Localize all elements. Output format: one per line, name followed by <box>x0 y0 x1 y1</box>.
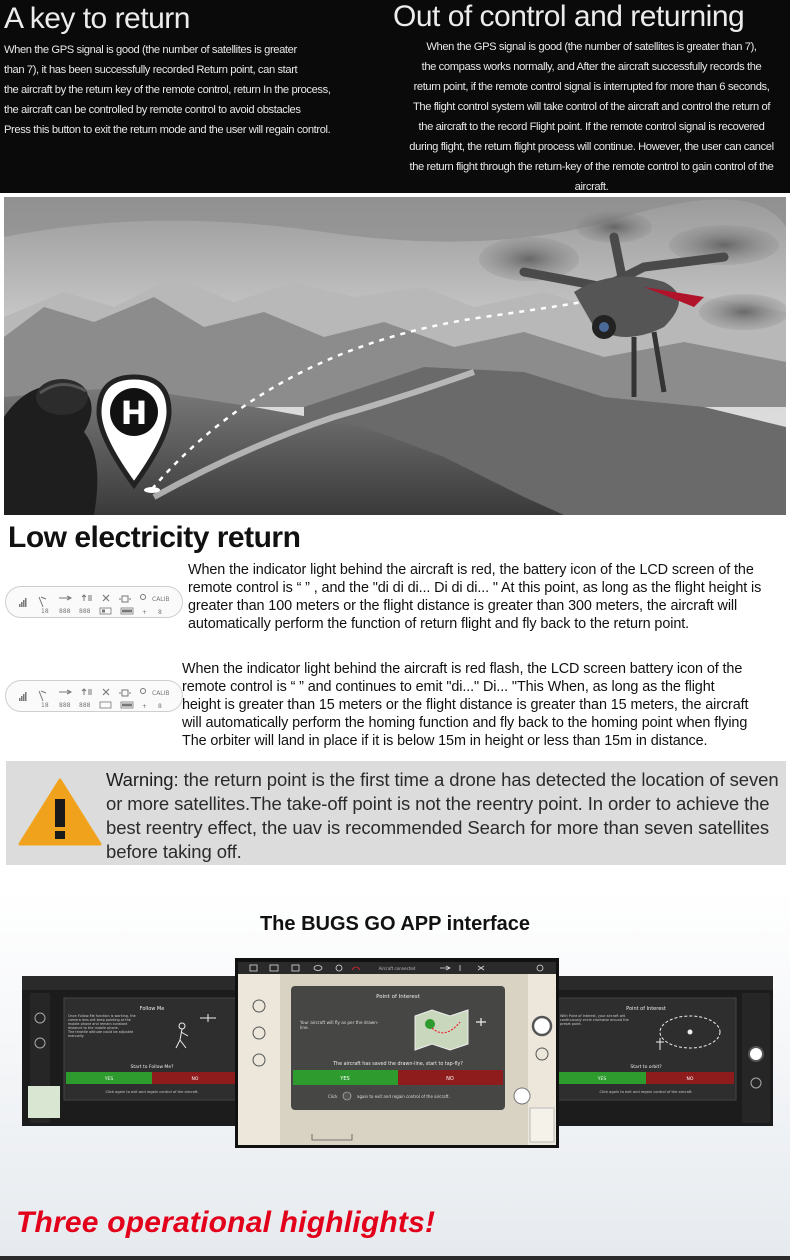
lcd-icons <box>6 681 184 713</box>
lcd-plus-icon: + <box>142 609 148 616</box>
left-body-text: Once Follow-Me function is working, the camera lens will keep pointing at the mobile phone and remain constant distance to the mobile phone. <box>68 1014 136 1030</box>
headless-icon <box>103 595 109 601</box>
home-marker-letter: H <box>120 394 148 432</box>
lcd-digits-a: 18 <box>41 608 49 615</box>
mountain-landscape-photo <box>4 197 786 515</box>
lcd-battery-icon <box>100 702 111 708</box>
warning-body: the return point is the first time a drone has detected the location of seven or more satellites.The take-off point is not the reentry point. In order to achieve the best reentry effect, the uav is recommended Search for more than seven satellites before taking off. <box>106 769 779 862</box>
right-no-label: NO <box>686 1077 694 1082</box>
warning-lead: Warning: <box>106 769 179 790</box>
lcd-digit-d: 8 <box>158 609 162 616</box>
lcd-digits-c: 888 <box>79 608 91 615</box>
right-footer: Click again to exit and regain control of the aircraft. <box>599 1090 693 1094</box>
center-no-label: NO <box>446 1076 454 1082</box>
para2-line: The orbiter will land in place if it is below 15m in height or less than 15m in distance. <box>182 733 708 749</box>
key-return-line: When the GPS signal is good (the number of satellites is greater <box>4 44 297 56</box>
headless-icon <box>103 689 109 695</box>
left-question: Start to Follow Me? <box>130 1065 174 1070</box>
lcd-calib: CALIB <box>152 596 170 603</box>
left-tablet <box>22 976 247 1126</box>
drone-status-icon <box>119 690 131 696</box>
center-yes-label: YES <box>340 1076 350 1082</box>
key-return-line: the aircraft by the return key of the remote control, return In the process, <box>4 84 331 96</box>
center-exit-icon <box>343 1092 351 1100</box>
left-footer: Click again to exit and regain control of the aircraft. <box>105 1090 199 1094</box>
left-yes-label: YES <box>104 1077 114 1082</box>
para2-line: remote control is “ ” and continues to emit "di..." Di... "This When, as long as the flight <box>182 679 715 695</box>
key-return-column <box>4 2 389 140</box>
out-of-control-line: the return flight through the return-key of the remote control to gain control of the <box>409 161 774 173</box>
right-tablet <box>548 976 773 1126</box>
app-screenshots <box>0 958 790 1158</box>
distance-icon <box>59 690 71 694</box>
tap-fly-hand-icon[interactable] <box>514 1088 530 1104</box>
app-interface-section <box>0 888 790 1260</box>
out-of-control-line: return point, if the remote control signal is interrupted for more than 6 seconds, <box>413 81 770 93</box>
satellite-icon <box>39 597 46 607</box>
out-of-control-line: the compass works normally, and After the aircraft successfully records the <box>421 61 762 73</box>
key-return-line: than 7), it has been successfully recorded Return point, can start <box>4 64 298 76</box>
key-return-line: Press this button to exit the return mode and the user will regain control. <box>4 124 331 136</box>
lcd-icons <box>6 587 184 619</box>
warning-triangle-icon <box>18 777 102 847</box>
right-yes-label: YES <box>597 1077 607 1082</box>
warning-box <box>6 761 786 865</box>
lcd-calib: CALIB <box>152 690 170 697</box>
landscape-illustration <box>4 197 786 515</box>
para2-line: When the indicator light behind the aircraft is red flash, the LCD screen battery icon of the <box>182 661 743 677</box>
lcd-battery-icon <box>100 608 111 614</box>
lcd-battery-bar <box>121 702 133 708</box>
gps-pin-icon <box>141 595 146 600</box>
right-question: Start to orbit? <box>630 1065 662 1070</box>
out-of-control-title: Out of control and returning <box>393 0 745 33</box>
left-no-label: NO <box>191 1077 199 1082</box>
top-info-section <box>0 0 790 193</box>
out-of-control-line: the aircraft to the record Flight point. If the remote control signal is recovered <box>418 121 765 133</box>
out-of-control-line: The flight control system will take control of the aircraft and control the return of <box>412 101 771 113</box>
low-electricity-paragraph-2 <box>182 660 788 750</box>
right-dialog-title: Point of Interest <box>626 1006 666 1012</box>
low-electricity-title: Low electricity return <box>8 521 301 554</box>
app-screens-illustration <box>0 958 790 1158</box>
signal-icon <box>19 692 27 701</box>
remote-lcd-screen-1 <box>5 586 183 618</box>
out-of-control-line: during flight, the return flight process will continue. However, the user can cancel <box>409 141 774 153</box>
record-button[interactable] <box>749 1047 763 1061</box>
satellite-icon <box>39 691 46 701</box>
lcd-digits-c: 888 <box>79 702 91 709</box>
right-body-text: With Point of Interest, your aircraft will continuously circle clockwise around the preset point. <box>560 1014 629 1026</box>
lcd-digits-a: 18 <box>41 702 49 709</box>
altitude-icon <box>82 689 92 695</box>
center-footer: again to exit and regain control of the aircraft. <box>357 1094 450 1099</box>
remote-lcd-screen-2 <box>5 680 183 712</box>
para2-line: height is greater than 15 meters or the flight distance is greater than 15 meters, the aircraft <box>182 697 749 713</box>
out-of-control-line: When the GPS signal is good (the number of satellites is greater than 7), <box>426 41 757 53</box>
out-of-control-line: aircraft. <box>574 181 609 193</box>
center-status: Aircraft connected <box>378 966 416 971</box>
left-dialog-body <box>68 1014 140 1038</box>
distance-icon <box>59 596 71 600</box>
drone-status-icon <box>119 596 131 602</box>
low-electricity-paragraph-1: When the indicator light behind the aircraft is red, the battery icon of the LCD screen of the remote control is “ ” , and the "di di di... Di di di... " At this point, as long as the flight height is greater than 100 meters or the flight distance is greater than 300 meters, the aircraft will automatically perform the function of return flight and fly back to the return point. <box>188 562 762 632</box>
key-return-text <box>4 40 389 140</box>
center-record-button[interactable] <box>533 1017 551 1035</box>
lcd-battery-bar <box>121 608 133 614</box>
bottom-bar <box>0 1256 790 1260</box>
gps-pin-icon <box>141 689 146 694</box>
center-click-label: Click <box>328 1094 338 1099</box>
left-note-text: The throttle altitude could be adjusted manually. <box>68 1030 134 1038</box>
lcd-digits-b: 888 <box>59 702 71 709</box>
app-section-title: The BUGS GO APP interface <box>259 913 531 935</box>
out-of-control-column <box>393 0 790 197</box>
out-of-control-text <box>393 37 790 197</box>
signal-icon <box>19 598 27 607</box>
center-dialog-title: Point of Interest <box>376 994 420 1000</box>
lcd-plus-icon: + <box>142 703 148 710</box>
lcd-digits-b: 888 <box>59 608 71 615</box>
para2-line: will automatically perform the homing function and fly back to the homing point when flying <box>182 715 748 731</box>
key-return-line: the aircraft can be controlled by remote control to avoid obstacles <box>4 104 301 116</box>
operational-highlights-heading: Three operational highlights! <box>16 1206 436 1239</box>
center-tablet <box>235 958 559 1148</box>
key-return-title: A key to return <box>4 2 190 35</box>
warning-text <box>106 768 784 864</box>
mini-map <box>28 1086 60 1118</box>
center-body-text: Your aircraft will fly as per the drawn-line. <box>300 1020 379 1030</box>
altitude-icon <box>82 595 92 601</box>
left-dialog-title: Follow Me <box>139 1006 165 1012</box>
center-question: The aircraft has saved the drawn-line, start to tap-fly? <box>333 1062 463 1067</box>
lcd-digit-d: 8 <box>158 703 162 710</box>
center-side-menu[interactable] <box>530 1108 554 1142</box>
